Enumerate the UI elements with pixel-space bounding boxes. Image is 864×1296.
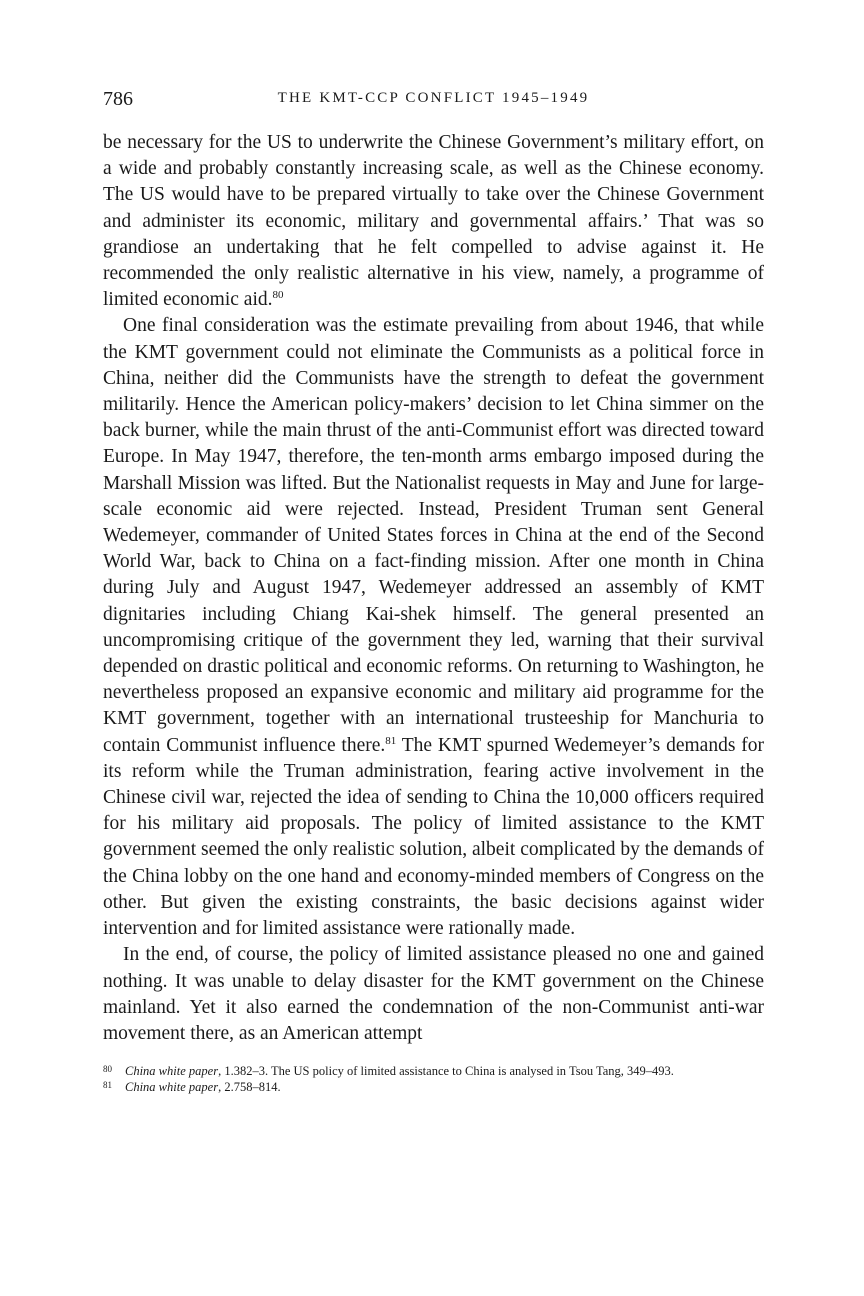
footnote-marker: 81 (103, 1080, 112, 1091)
footnotes (103, 1063, 764, 1095)
body-paragraph (103, 130, 764, 313)
footnote (103, 1063, 764, 1079)
paragraph-text: be necessary for the US to underwrite the Chinese Government’s military effort, on a wide and probably constantly increasing scale, as well as the Chinese economy. The US would have to be prepared virtually to take over the Chinese Government and administer its economic, military and governmental affairs.’ That was so grandiose an undertaking that he felt compelled to advise against it. He recommended the only realistic alternative in his view, namely, a programme of limited economic aid. (103, 132, 764, 311)
paragraph-text: The KMT spurned Wedemeyer’s demands for its reform while the Truman administration, fearing active involvement in the Chinese civil war, rejected the idea of sending to China the 10,000 officers required for his military aid proposals. The policy of limited assistance to the KMT government seemed the only realistic solution, albeit complicated by the demands of the China lobby on the one hand and economy-minded members of Congress on the other. But given the existing constraints, the basic decisions against wider intervention and for limited assistance were rationally made. (103, 734, 764, 940)
footnote-reference: 81 (385, 734, 397, 747)
running-head (103, 88, 764, 114)
footnote-text: , 1.382–3. The US policy of limited assistance to China is analysed in Tsou Tang, 349–493. (218, 1064, 674, 1079)
body-paragraph (103, 942, 764, 1047)
paragraph-text: In the end, of course, the policy of limited assistance pleased no one and gained nothing. It was unable to delay disaster for the KMT government on the Chinese mainland. Yet it also earned the condemnation of the non-Communist anti-war movement there, as an American attempt (103, 944, 764, 1044)
footnote-reference: 80 (272, 289, 284, 302)
footnote-source-title: China white paper (125, 1080, 219, 1095)
body-text (103, 130, 764, 1047)
footnote-marker: 80 (103, 1064, 112, 1075)
paragraph-text: One final consideration was the estimate prevailing from about 1946, that while the KMT government could not eliminate the Communists as a political force in China, neither did the Communists have the strength to defeat the government militarily. Hence the American policy-makers’ decision to let China simmer on the back burner, while the main thrust of the anti-Communist effort was directed toward Europe. In May 1947, therefore, the ten-month arms embargo imposed during the Marshall Mission was lifted. But the Nationalist requests in May and June for large-scale economic aid were rejected. Instead, President Truman sent General Wedemeyer, commander of United States forces in China at the end of the Second World War, back to China on a fact-finding mission. After one month in China during July and August 1947, Wedemeyer addressed an assembly of KMT dignitaries including Chiang Kai-shek himself. The general presented an uncompromising critique of the government they led, warning that their survival depended on drastic political and economic reforms. On returning to Washington, he nevertheless proposed an expansive economic and military aid programme for the KMT government, together with an international trusteeship for Manchuria to contain Communist influence there. (103, 315, 764, 756)
body-paragraph (103, 313, 764, 942)
footnote-source-title: China white paper (125, 1064, 219, 1079)
book-page (103, 88, 764, 1095)
running-title: THE KMT-CCP CONFLICT 1945–1949 (277, 90, 590, 106)
footnote-text: , 2.758–814. (218, 1080, 281, 1095)
page-number: 786 (103, 88, 133, 110)
footnote (103, 1079, 764, 1095)
